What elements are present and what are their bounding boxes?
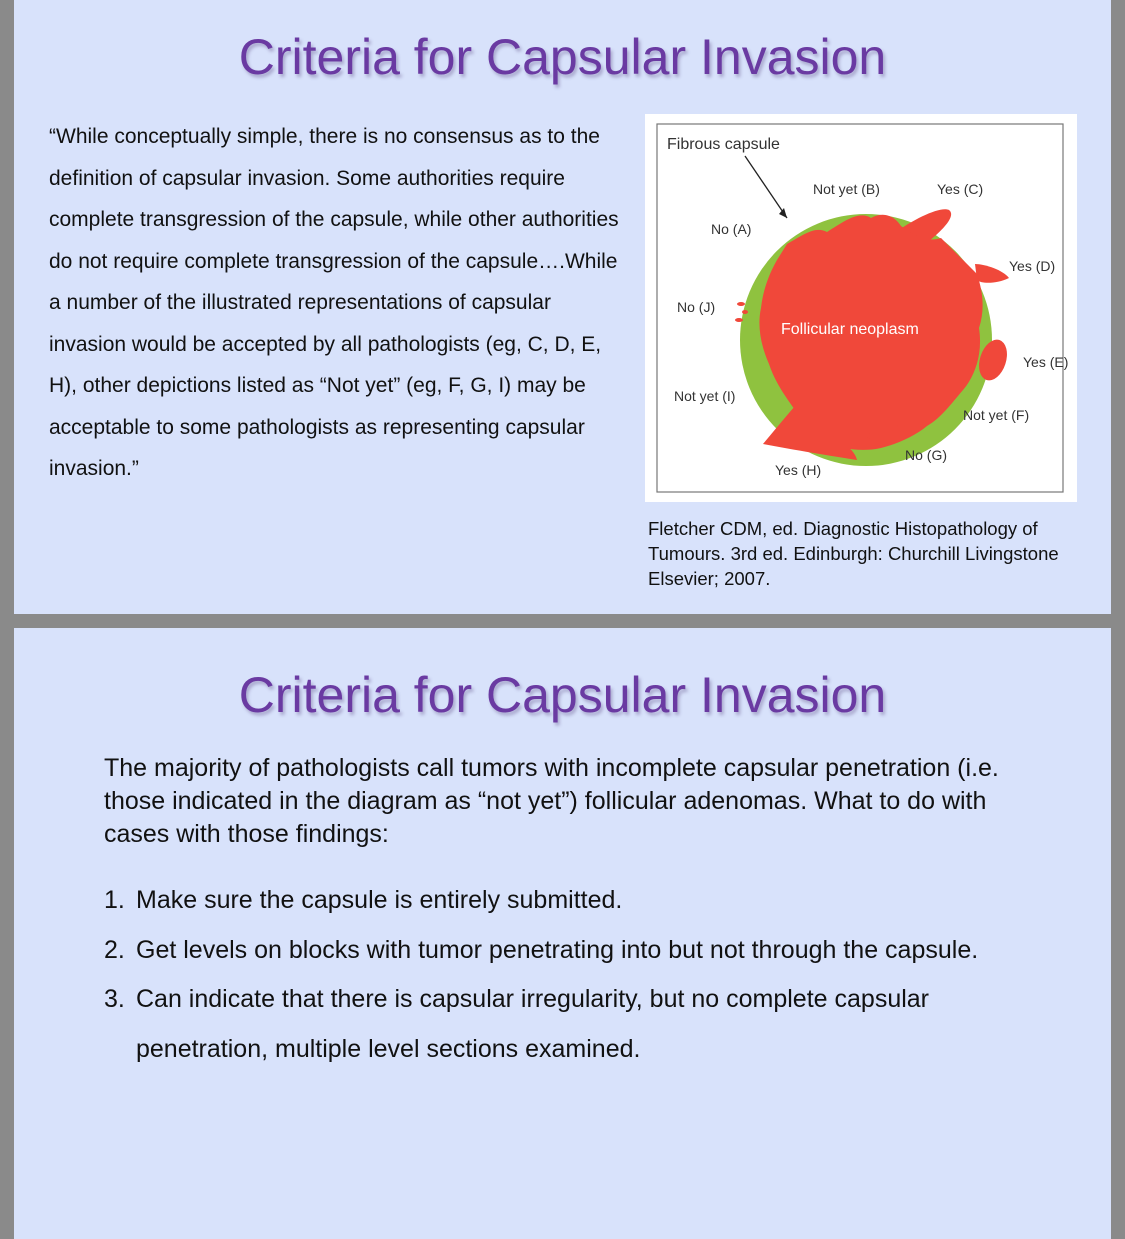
label-yes-d: Yes (D) <box>1009 258 1056 274</box>
label-no-j: No (J) <box>677 299 716 315</box>
not-yet-f-dot <box>938 396 948 401</box>
label-fibrous-capsule: Fibrous capsule <box>667 136 780 153</box>
step-number: 3. <box>104 985 125 1013</box>
label-not-yet-i: Not yet (I) <box>674 388 736 404</box>
label-no-g: No (G) <box>905 447 947 463</box>
list-item <box>104 926 1044 976</box>
step-number: 1. <box>104 886 125 914</box>
citation-text: Fletcher CDM, ed. Diagnostic Histopathology of Tumours. 3rd ed. Edinburgh: Churchill Livingstone Elsevier; 2007. <box>648 518 1059 589</box>
capsule-pointer-arrowhead <box>779 208 787 218</box>
label-not-yet-f: Not yet (F) <box>963 407 1030 423</box>
label-follicular-neoplasm: Follicular neoplasm <box>781 321 919 338</box>
capsular-invasion-diagram <box>645 114 1077 502</box>
slide-2 <box>14 628 1111 1239</box>
slide-1-title: Criteria for Capsular Invasion <box>238 29 887 85</box>
no-g-dot <box>867 433 879 439</box>
label-yes-h: Yes (H) <box>775 462 822 478</box>
step-text: Make sure the capsule is entirely submitted. <box>136 886 623 914</box>
no-j-dot <box>742 310 748 314</box>
list-item <box>104 876 1044 926</box>
slide-1 <box>14 0 1111 614</box>
step-text: Get levels on blocks with tumor penetrating into but not through the capsule. <box>136 935 979 964</box>
intro-text: The majority of pathologists call tumors with incomplete capsular penetration (i.e. those indicated in the diagram as “not yet”) follicular adenomas. What to do with cases with those findings: <box>104 754 999 848</box>
no-g-dot <box>897 424 905 428</box>
no-g-dot <box>884 430 894 435</box>
not-yet-f-dot <box>930 388 940 393</box>
quote-text: “While conceptually simple, there is no consensus as to the definition of capsular invasion. Some authorities require complete transgression of the capsule, while other authorities do not require complete transgression of the capsule….While a number of the illustrated representations of capsular invasion would be accepted by all pathologists (eg, C, D, E, H), other depictions listed as “Not yet” (eg, F, G, I) may be acceptable to some pathologists as representing capsular invasion.” <box>49 125 619 480</box>
no-j-dot <box>735 318 743 322</box>
no-j-dot <box>737 302 745 306</box>
label-no-a: No (A) <box>711 221 752 237</box>
yes-d-shape <box>975 264 1009 283</box>
label-yes-c: Yes (C) <box>937 181 984 197</box>
step-text: Can indicate that there is capsular irregularity, but no complete capsular penetration, multiple level sections examined. <box>136 985 930 1063</box>
step-number: 2. <box>104 935 125 964</box>
label-not-yet-b: Not yet (B) <box>813 181 880 197</box>
slide-2-title: Criteria for Capsular Invasion <box>238 667 887 723</box>
steps-list <box>104 876 1044 1074</box>
list-item <box>104 975 1044 1074</box>
capsule-pointer-line <box>745 156 787 218</box>
label-yes-e: Yes (E) <box>1023 354 1069 370</box>
